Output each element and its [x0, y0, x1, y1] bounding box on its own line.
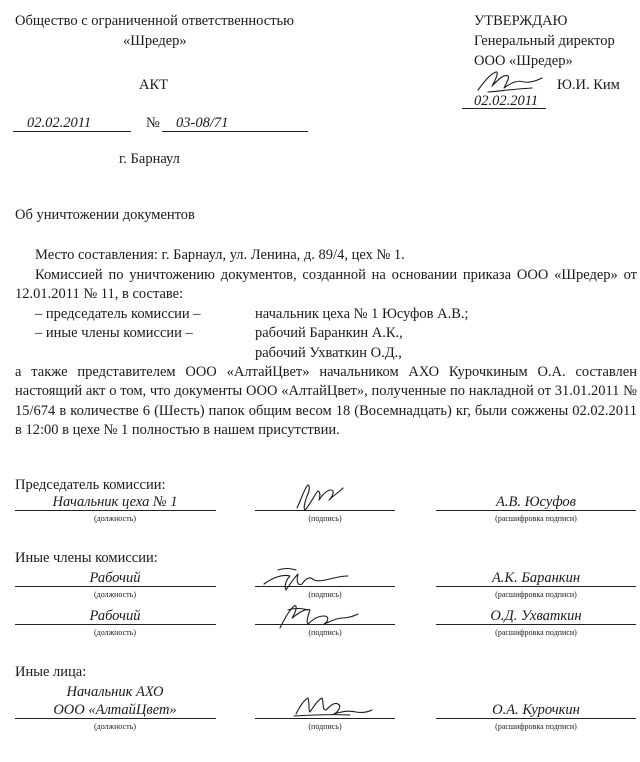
member2-position-line [15, 624, 216, 625]
caption-signature: (подпись) [308, 590, 342, 599]
other-signature-line [255, 718, 395, 719]
city: г. Барнаул [119, 151, 180, 167]
other-name-line [436, 718, 636, 719]
approval-title: УТВЕРЖДАЮ [474, 13, 568, 29]
approval-name: Ю.И. Ким [557, 77, 620, 93]
caption-position: (должность) [94, 722, 136, 731]
date-underline [13, 131, 131, 132]
member2-name: О.Д. Ухваткин [490, 608, 582, 624]
place-of-compilation: Место составления: г. Барнаул, ул. Ленина, д. 89/4, цех № 1. [35, 247, 405, 263]
document-type: АКТ [139, 77, 168, 93]
other-position-line2: ООО «АлтайЦвет» [53, 702, 177, 718]
caption-signature: (подпись) [308, 628, 342, 637]
org-name-quoted: «Шредер» [123, 33, 187, 49]
approval-date: 02.02.2011 [474, 93, 539, 109]
chair-value: начальник цеха № 1 Юсуфов А.В.; [255, 305, 469, 322]
member1-position: Рабочий [89, 570, 141, 586]
member1-signature-line [255, 586, 395, 587]
commission-intro: Комиссией по уничтожению документов, созданной на основании приказа ООО «Шредер» от 12.01.2011 № 11, в составе: [15, 266, 637, 302]
member2-name-line [436, 624, 636, 625]
caption-position: (должность) [94, 628, 136, 637]
caption-decoding: (расшифровка подписи) [495, 628, 577, 637]
chair-heading: Председатель комиссии: [15, 477, 166, 493]
member1-position-line [15, 586, 216, 587]
members-heading: Иные члены комиссии: [15, 550, 158, 566]
member2-value: рабочий Ухваткин О.Д., [255, 344, 402, 361]
document-body [15, 246, 637, 441]
members-label: – иные члены комиссии – [35, 324, 193, 341]
chair-name: А.В. Юсуфов [496, 494, 576, 510]
approval-date-underline [462, 108, 546, 109]
member2-signature-line [255, 624, 395, 625]
document-number: 03-08/71 [176, 115, 229, 131]
chair-label: – председатель комиссии – [35, 305, 201, 322]
document-date: 02.02.2011 [27, 115, 92, 131]
chair-position-line [15, 510, 216, 511]
chair-name-line [436, 510, 636, 511]
caption-decoding: (расшифровка подписи) [495, 722, 577, 731]
chair-signature-line [255, 510, 395, 511]
other-position-line [15, 718, 216, 719]
approval-position: Генеральный директор [474, 33, 615, 49]
member2-position: Рабочий [89, 608, 141, 624]
caption-signature: (подпись) [308, 722, 342, 731]
caption-signature: (подпись) [308, 514, 342, 523]
approval-org: ООО «Шредер» [474, 53, 573, 69]
act-conclusion: а также представителем ООО «АлтайЦвет» начальником АХО Курочкиным О.А. составлен настоящий акт о том, что документы ООО «АлтайЦвет», полученные по накладной от 31.01.2011 № 15/674 в количестве 6 (Шесть) папок общим весом 18 (Восемнадцать) кг, были сожжены 02.02.2011 в 12:00 в цехе № 1 полностью в нашем присутствии. [15, 363, 637, 438]
other-signature [290, 688, 374, 722]
number-label: № [146, 115, 160, 131]
caption-decoding: (расшифровка подписи) [495, 514, 577, 523]
member1-name: А.К. Баранкин [491, 570, 581, 586]
caption-position: (должность) [94, 590, 136, 599]
others-heading: Иные лица: [15, 664, 87, 680]
member1-value: рабочий Баранкин А.К., [255, 324, 403, 341]
caption-decoding: (расшифровка подписи) [495, 590, 577, 599]
caption-position: (должность) [94, 514, 136, 523]
number-underline [162, 131, 308, 132]
other-position-line1: Начальник АХО [66, 684, 164, 700]
document-subject: Об уничтожении документов [15, 207, 195, 223]
org-name: Общество с ограниченной ответственностью [15, 13, 294, 29]
other-name: О.А. Курочкин [492, 702, 580, 718]
member1-name-line [436, 586, 636, 587]
chair-position: Начальник цеха № 1 [52, 494, 178, 510]
